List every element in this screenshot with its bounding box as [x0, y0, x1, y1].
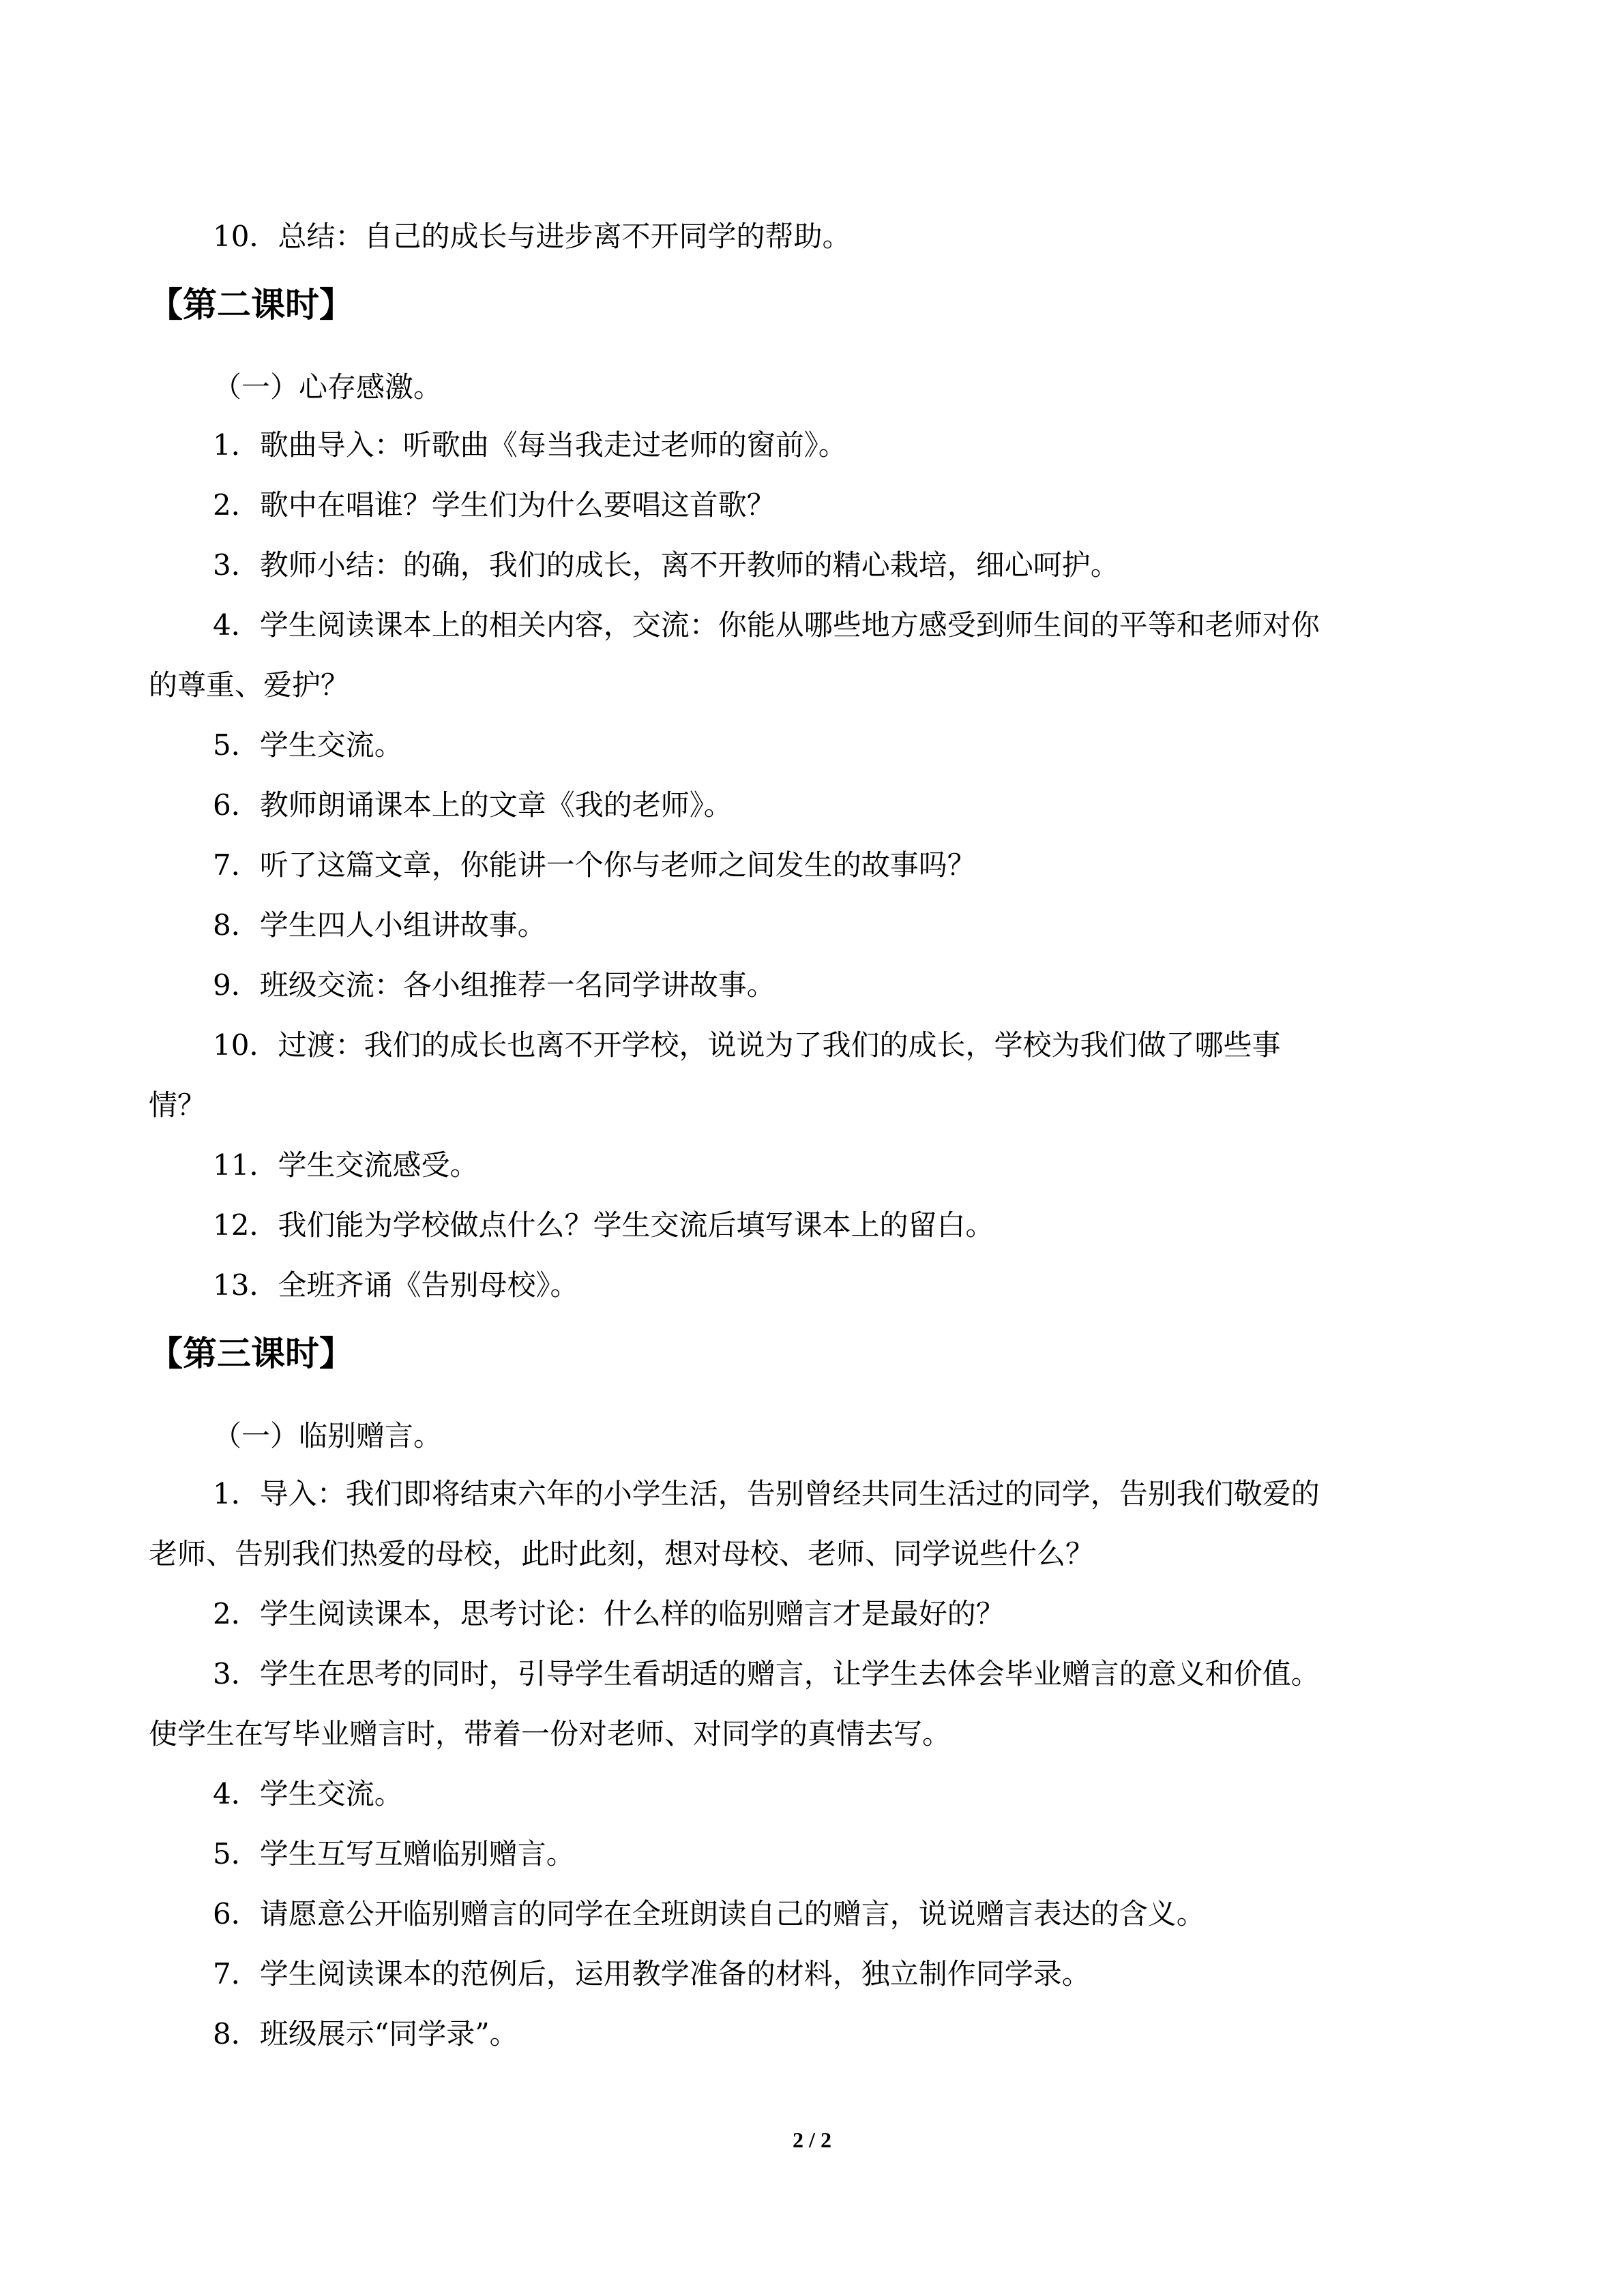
lesson2-item-continuation: 情？ — [149, 1088, 207, 1122]
lesson2-item: 1．歌曲导入：听歌曲《每当我走过老师的窗前》。 — [213, 428, 847, 462]
lesson2-item: 7．听了这篇文章，你能讲一个你与老师之间发生的故事吗？ — [213, 848, 976, 882]
lesson2-item: 6．教师朗诵课本上的文章《我的老师》。 — [213, 788, 733, 822]
lesson3-heading: 【第三课时】 — [149, 1334, 353, 1373]
lesson2-item: 10．过渡：我们的成长也离不开学校，说说为了我们的成长，学校为我们做了哪些事 — [213, 1028, 1281, 1062]
lesson2-item: 8．学生四人小组讲故事。 — [213, 908, 546, 942]
lesson3-item-continuation: 使学生在写毕业赠言时，带着一份对老师、对同学的真情去写。 — [149, 1717, 951, 1750]
lesson3-item-continuation: 老师、告别我们热爱的母校，此时此刻，想对母校、老师、同学说些什么？ — [149, 1537, 1095, 1570]
lesson3-item: 5．学生互写互赠临别赠言。 — [213, 1837, 575, 1870]
lesson3-item: 2．学生阅读课本，思考讨论：什么样的临别赠言才是最好的？ — [213, 1597, 1005, 1630]
lesson2-item: 4．学生阅读课本上的相关内容，交流：你能从哪些地方感受到师生间的平等和老师对你 — [213, 608, 1320, 642]
lesson2-heading: 【第二课时】 — [149, 285, 353, 325]
lesson2-item: 5．学生交流。 — [213, 728, 403, 762]
lesson3-section-title: （一）临别赠言。 — [213, 1419, 443, 1452]
lesson1-item-10: 10．总结：自己的成长与进步离不开同学的帮助。 — [213, 220, 851, 253]
lesson2-item: 2．歌中在唱谁？学生们为什么要唱这首歌？ — [213, 488, 776, 522]
lesson2-item: 12．我们能为学校做点什么？学生交流后填写课本上的留白。 — [213, 1208, 994, 1242]
lesson2-item: 13．全班齐诵《告别母校》。 — [213, 1268, 579, 1302]
lesson2-item: 11．学生交流感受。 — [213, 1148, 479, 1182]
lesson3-item: 3．学生在思考的同时，引导学生看胡适的赠言，让学生去体会毕业赠言的意义和价值。 — [213, 1657, 1320, 1690]
lesson3-item: 1．导入：我们即将结束六年的小学生活，告别曾经共同生活过的同学，告别我们敬爱的 — [213, 1477, 1320, 1510]
lesson2-section-title: （一）心存感激。 — [213, 370, 443, 404]
lesson2-item: 3．教师小结：的确，我们的成长，离不开教师的精心栽培，细心呵护。 — [213, 548, 1119, 582]
lesson3-item: 7．学生阅读课本的范例后，运用教学准备的材料，独立制作同学录。 — [213, 1957, 1091, 1991]
lesson2-item: 9．班级交流：各小组推荐一名同学讲故事。 — [213, 968, 776, 1002]
lesson3-item: 4．学生交流。 — [213, 1777, 403, 1810]
lesson3-item: 8．班级展示“同学录”。 — [213, 2017, 518, 2051]
page-number: 2 / 2 — [793, 2128, 831, 2152]
lesson2-item-continuation: 的尊重、爱护？ — [149, 668, 350, 702]
lesson3-item: 6．请愿意公开临别赠言的同学在全班朗读自己的赠言，说说赠言表达的含义。 — [213, 1897, 1205, 1930]
